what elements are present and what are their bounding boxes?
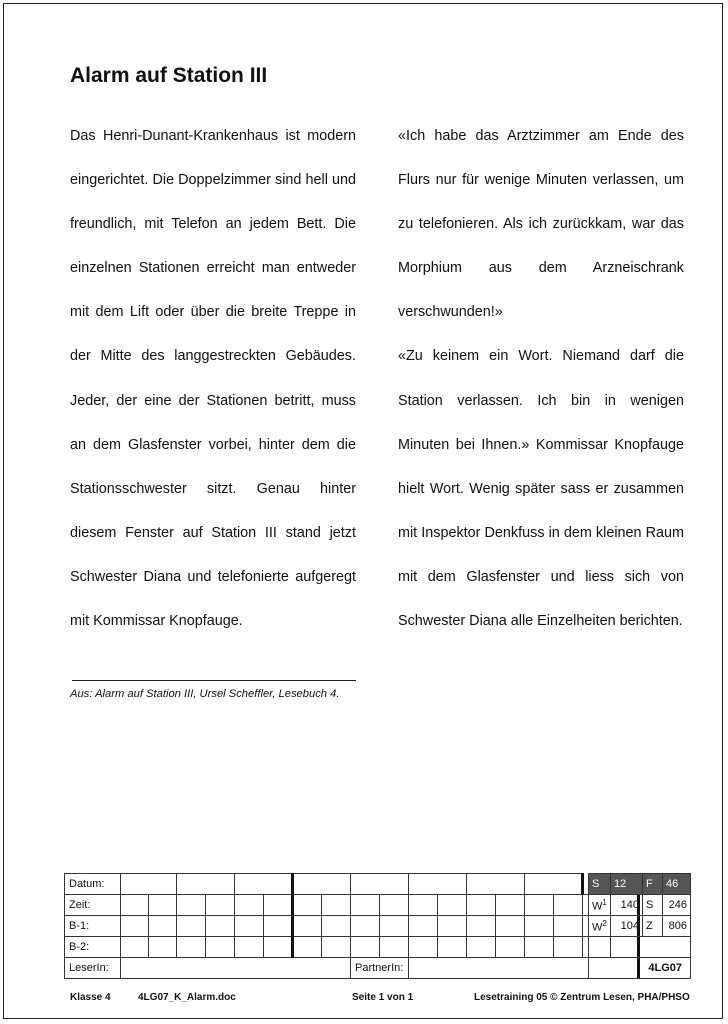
w1-label — [589, 895, 611, 916]
zeit-cell[interactable] — [438, 895, 467, 916]
footer-copyright: Lesetraining 05 © Zentrum Lesen, PHA/PHSO — [474, 992, 690, 1003]
b1-label: B-1: — [65, 916, 121, 937]
paragraph: «Zu keinem ein Wort. Niemand darf die Station verlassen. Ich bin in wenigen Minuten bei Ihnen.» Kommissar Knopfauge hielt Wort. Wenig später sass er zusammen mit Inspektor Denkfuss in dem kleinen Raum mit dem Glasfenster und liess sich von Schwester Diana alle Einzelheiten berichten. — [398, 348, 684, 630]
datum-label: Datum: — [65, 874, 121, 895]
stats-empty-cell — [589, 937, 691, 958]
document-title: Alarm auf Station III — [70, 64, 268, 87]
b1-cell[interactable] — [264, 916, 293, 937]
w1-value: 140 — [611, 895, 643, 916]
datum-cell[interactable] — [467, 874, 525, 895]
stats-w1-row — [589, 895, 691, 916]
document-code: 4LG07 — [589, 958, 691, 979]
zeit-label: Zeit: — [65, 895, 121, 916]
footer-klasse: Klasse 4 — [70, 992, 111, 1003]
datum-cell[interactable] — [235, 874, 293, 895]
zeit-cell[interactable] — [264, 895, 293, 916]
stats-panel — [588, 873, 691, 979]
b1-cell[interactable] — [496, 916, 525, 937]
b1-cell[interactable] — [235, 916, 264, 937]
footer-page: Seite 1 von 1 — [352, 992, 414, 1003]
zeit-cell[interactable] — [409, 895, 438, 916]
b2-cell[interactable] — [438, 937, 467, 958]
b2-cell[interactable] — [525, 937, 554, 958]
b1-cell[interactable] — [121, 916, 149, 937]
b2-label: B-2: — [65, 937, 121, 958]
datum-cell[interactable] — [121, 874, 177, 895]
datum-cell[interactable] — [351, 874, 409, 895]
zeit-cell[interactable] — [525, 895, 554, 916]
b1-cell[interactable] — [293, 916, 322, 937]
z-value: 806 — [663, 916, 691, 937]
source-divider — [72, 680, 356, 681]
source-citation: Aus: Alarm auf Station III, Ursel Scheffler, Lesebuch 4. — [70, 688, 340, 700]
b1-cell[interactable] — [554, 916, 583, 937]
zeit-cell[interactable] — [293, 895, 322, 916]
zeit-cell[interactable] — [322, 895, 351, 916]
b2-cell[interactable] — [496, 937, 525, 958]
text-column-left — [70, 114, 356, 643]
w2-superscript: 2 — [602, 918, 607, 928]
b1-cell[interactable] — [438, 916, 467, 937]
zeit-cell[interactable] — [121, 895, 149, 916]
b1-cell[interactable] — [380, 916, 409, 937]
w1-superscript: 1 — [602, 897, 607, 907]
b1-cell[interactable] — [149, 916, 177, 937]
f-value: 46 — [663, 874, 691, 895]
b2-cell[interactable] — [467, 937, 496, 958]
b2-cell[interactable] — [293, 937, 322, 958]
b2-cell[interactable] — [177, 937, 206, 958]
zeit-cell[interactable] — [554, 895, 583, 916]
b2-cell[interactable] — [322, 937, 351, 958]
s-label: S — [589, 874, 611, 895]
b2-cell[interactable] — [206, 937, 235, 958]
zeit-cell[interactable] — [467, 895, 496, 916]
datum-cell[interactable] — [525, 874, 583, 895]
b1-cell[interactable] — [177, 916, 206, 937]
stats-empty-row — [589, 937, 691, 958]
paragraph: Das Henri-Dunant-Krankenhaus ist modern eingerichtet. Die Doppelzimmer sind hell und freundlich, mit Telefon an jedem Bett. Die einzelnen Stationen erreicht man entweder mit dem Lift oder über die breite Treppe in der Mitte des langgestreckten Gebäudes. Jeder, der eine der Stationen betritt, muss an dem Glasfenster vorbei, hinter dem die Stationsschwester sitzt. Genau hinter diesem Fenster auf Station III stand jetzt Schwester Diana und telefonierte aufgeregt mit Kommissar Knopfauge. — [70, 128, 356, 630]
b2-row — [65, 937, 639, 958]
zeit-row — [65, 895, 639, 916]
b1-cell[interactable] — [322, 916, 351, 937]
zeit-cell[interactable] — [206, 895, 235, 916]
b2-cell[interactable] — [121, 937, 149, 958]
zeit-cell[interactable] — [380, 895, 409, 916]
b1-cell[interactable] — [206, 916, 235, 937]
b1-cell[interactable] — [351, 916, 380, 937]
b2-cell[interactable] — [380, 937, 409, 958]
reader-row — [65, 958, 639, 979]
b1-cell[interactable] — [409, 916, 438, 937]
zeit-cell[interactable] — [351, 895, 380, 916]
z-label: Z — [643, 916, 663, 937]
partnerin-label: PartnerIn: — [351, 958, 409, 979]
b2-cell[interactable] — [235, 937, 264, 958]
b1-row — [65, 916, 639, 937]
w1-letter: W — [592, 900, 603, 913]
w2-letter: W — [592, 921, 603, 934]
b2-cell[interactable] — [149, 937, 177, 958]
w2-value: 104 — [611, 916, 643, 937]
b1-cell[interactable] — [525, 916, 554, 937]
paragraph: «Ich habe das Arztzimmer am Ende des Flurs nur für wenige Minuten verlassen, um zu telefonieren. Als ich zurückkam, war das Morphium aus dem Arzneischrank verschwunden!» — [398, 128, 684, 321]
zeit-cell[interactable] — [177, 895, 206, 916]
b2-cell[interactable] — [409, 937, 438, 958]
stats-code-row — [589, 958, 691, 979]
zeit-cell[interactable] — [235, 895, 264, 916]
b1-cell[interactable] — [467, 916, 496, 937]
datum-cell[interactable] — [409, 874, 467, 895]
f-label: F — [643, 874, 663, 895]
zeit-cell[interactable] — [149, 895, 177, 916]
leserin-label: LeserIn: — [65, 958, 121, 979]
b2-cell[interactable] — [351, 937, 380, 958]
datum-row — [65, 874, 639, 895]
stats-w2-row — [589, 916, 691, 937]
w2-label — [589, 916, 611, 937]
zeit-cell[interactable] — [496, 895, 525, 916]
s-value: 12 — [611, 874, 643, 895]
s2-label: S — [643, 895, 663, 916]
datum-cell[interactable] — [177, 874, 235, 895]
stats-header-row — [589, 874, 691, 895]
b2-cell[interactable] — [264, 937, 293, 958]
footer-filename: 4LG07_K_Alarm.doc — [138, 992, 236, 1003]
b2-cell[interactable] — [554, 937, 583, 958]
text-column-right — [398, 114, 684, 643]
s2-value: 246 — [663, 895, 691, 916]
reading-record-grid — [64, 873, 640, 979]
datum-cell[interactable] — [293, 874, 351, 895]
leserin-field[interactable] — [121, 958, 351, 979]
